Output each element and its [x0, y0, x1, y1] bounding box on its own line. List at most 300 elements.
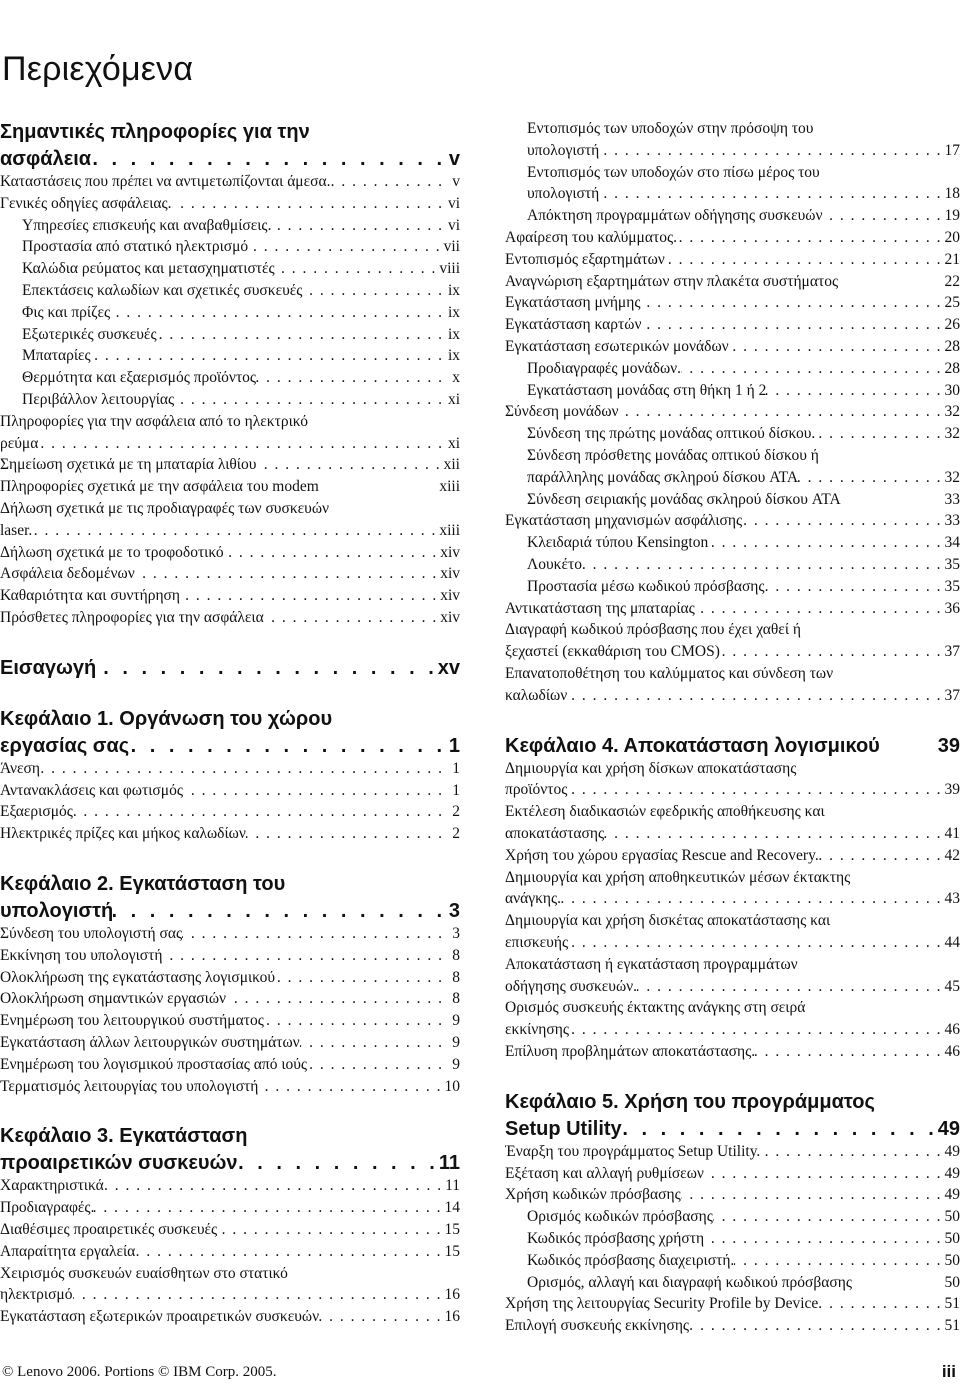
toc-entry-label: Ολοκλήρωση της εγκατάστασης λογισμικού: [0, 968, 276, 986]
toc-entry-label: Δήλωση σχετικά με τις προδιαγραφές των συσκευών: [0, 500, 330, 517]
toc-entry-label: Εκκίνηση του υπολογιστή: [0, 946, 163, 964]
toc-entry[interactable]: [527, 1228, 960, 1250]
toc-page-number: xiii: [439, 478, 460, 496]
toc-leader-dots: [135, 1241, 444, 1263]
toc-entry-label: Σύνδεση του υπολογιστή σας: [0, 925, 183, 942]
toc-entry-label: Αφαίρεση του καλύμματος.: [505, 229, 677, 246]
toc-leader-dots: [226, 988, 446, 1010]
toc-page-number: 11: [445, 1177, 460, 1195]
toc-page-number: xi: [447, 434, 460, 452]
toc-entry[interactable]: [505, 932, 960, 954]
toc-entry[interactable]: [0, 823, 460, 845]
toc-page-number: 34: [944, 534, 960, 552]
toc-entry[interactable]: [0, 607, 460, 629]
toc-leader-dots: [604, 823, 944, 845]
toc-page-number: 9: [452, 1034, 460, 1051]
toc-entry-label: αποκατάστασης: [505, 825, 605, 842]
toc-entry[interactable]: [0, 1306, 460, 1328]
toc-entry[interactable]: [527, 576, 960, 598]
toc-page-number: xv: [437, 656, 460, 679]
toc-entry-label: ηλεκτρισμό: [0, 1286, 73, 1304]
toc-leader-dots: [217, 1219, 444, 1241]
toc-entry[interactable]: [0, 780, 460, 802]
toc-leader-dots: [582, 554, 945, 576]
toc-entry-label: Αποκατάσταση ή εγκατάσταση προγραμμάτων: [505, 955, 798, 973]
toc-page-number: 22: [944, 272, 960, 290]
toc-entry[interactable]: [22, 389, 460, 411]
toc-leader-dots: [319, 1306, 444, 1328]
toc-entry[interactable]: [0, 945, 460, 967]
toc-page-number: 43: [944, 890, 960, 908]
toc-page-number: 49: [944, 1186, 960, 1204]
toc-page-number: 2: [452, 803, 460, 821]
toc-heading[interactable]: [0, 653, 460, 683]
toc-entry[interactable]: [527, 140, 960, 162]
toc-entry[interactable]: [527, 532, 960, 554]
toc-page-number: 51: [944, 1317, 960, 1335]
toc-page-number: 49: [944, 1142, 960, 1160]
toc-entry-label: Ολοκλήρωση σημαντικών εργασιών: [0, 990, 227, 1008]
toc-entry-label: Ορισμός, αλλαγή και διαγραφή κωδικού πρόσβασης: [527, 1273, 852, 1291]
toc-leader-dots: [32, 520, 439, 542]
toc-page-number: xiii: [439, 521, 460, 539]
toc-leader-dots: [174, 389, 446, 411]
toc-page-number: 1: [452, 781, 460, 799]
toc-page-number: 20: [944, 229, 960, 246]
toc-entry[interactable]: [527, 358, 960, 380]
toc-entry-label: προϊόντος: [505, 781, 568, 799]
toc-entry-label: Ορισμός συσκευής έκτακτης ανάγκης στη σειρά: [505, 999, 806, 1017]
toc-entry[interactable]: [505, 1019, 960, 1041]
toc-heading[interactable]: [0, 704, 460, 734]
toc-entry[interactable]: [0, 476, 460, 498]
toc-leader-dots: [330, 171, 446, 193]
toc-page-number: 15: [444, 1221, 460, 1238]
toc-heading[interactable]: [0, 869, 460, 899]
toc-page-number: 42: [944, 846, 960, 864]
toc-entry-label: ξεχαστεί (εκκαθάριση του CMOS): [505, 643, 720, 661]
toc-entry-label: Σύνδεση μονάδων: [505, 403, 619, 421]
toc-leader-dots: [256, 367, 446, 389]
toc-entry-label: Έναρξη του προγράμματος Setup Utility.: [505, 1142, 761, 1160]
toc-heading[interactable]: [0, 1121, 460, 1151]
toc-entry[interactable]: [505, 314, 960, 336]
toc-page-number: 8: [452, 968, 460, 986]
toc-entry[interactable]: [505, 292, 960, 314]
toc-entry[interactable]: [505, 1293, 960, 1315]
toc-entry[interactable]: [527, 1250, 960, 1272]
toc-entry[interactable]: [505, 801, 960, 823]
toc-entry-label: Σημείωση σχετικά με τη μπαταρία λιθίου: [0, 456, 257, 474]
toc-leader-dots: [599, 183, 944, 205]
toc-entry[interactable]: [527, 162, 960, 184]
toc-leader-dots: [713, 1206, 945, 1228]
toc-entry[interactable]: [22, 280, 460, 302]
toc-leader-dots: [256, 454, 443, 476]
toc-entry[interactable]: [527, 380, 960, 402]
toc-page-number: 32: [944, 425, 960, 443]
toc-entry-label: Πληροφορίες σχετικά με την ασφάλεια του modem: [0, 478, 319, 496]
toc-leader-dots: [94, 1197, 444, 1219]
toc-entry[interactable]: [527, 205, 960, 227]
toc-entry-label: Απόκτηση προγραμμάτων οδήγησης συσκευών: [527, 207, 823, 225]
toc-entry-label: Κεφάλαιο 5. Χρήση του προγράμματος: [505, 1090, 875, 1113]
toc-page-number: 10: [444, 1077, 460, 1095]
toc-page-number: xiv: [440, 565, 460, 583]
toc-page-number: 35: [944, 556, 960, 573]
toc-entry[interactable]: [22, 215, 460, 237]
toc-entry-label: επισκευής: [505, 934, 569, 951]
toc-heading[interactable]: [0, 731, 460, 761]
toc-page-number: ix: [447, 347, 460, 365]
toc-entry-label: Ηλεκτρικές πρίζες και μήκος καλωδίων: [0, 825, 246, 843]
toc-entry[interactable]: [505, 641, 960, 663]
toc-page-number: vii: [443, 238, 460, 256]
toc-leader-dots: [300, 1032, 446, 1054]
toc-leader-dots: [742, 510, 944, 532]
toc-entry-label: Περιβάλλον λειτουργίας: [22, 391, 175, 408]
toc-leader-dots: [704, 1163, 945, 1185]
toc-entry-label: ανάγκης.: [505, 890, 562, 908]
toc-leader-dots: [815, 423, 944, 445]
toc-leader-dots: [180, 585, 440, 607]
toc-entry-label: ασφάλεια: [0, 148, 92, 170]
toc-heading[interactable]: [505, 731, 960, 761]
toc-heading[interactable]: [0, 144, 460, 174]
toc-entry-label: εκκίνησης: [505, 1021, 570, 1039]
toc-entry-label: Εντοπισμός των υποδοχών στην πρόσοψη του: [527, 120, 814, 137]
toc-entry[interactable]: [505, 867, 960, 889]
toc-leader-dots: [113, 896, 446, 926]
toc-page-number: 45: [944, 977, 960, 995]
toc-entry[interactable]: [527, 489, 960, 511]
toc-entry-label: Εγκατάσταση εξωτερικών προαιρετικών συσκευών: [0, 1308, 320, 1326]
toc-page-number: 9: [452, 1012, 460, 1030]
toc-entry-label: Επίλυση προβλημάτων αποκατάστασης.: [505, 1043, 756, 1060]
toc-page-number: xiv: [440, 587, 460, 605]
toc-entry[interactable]: [527, 445, 960, 467]
toc-page-number: 50: [944, 1230, 960, 1247]
toc-entry-label: Σύνδεση της πρώτης μονάδας οπτικού δίσκου.: [527, 425, 816, 443]
toc-page-number: x: [452, 369, 460, 387]
toc-entry-label: Εγκατάσταση άλλων λειτουργικών συστημάτων: [0, 1034, 300, 1051]
toc-leader-dots: [246, 823, 446, 845]
toc-page-number: xii: [443, 456, 460, 474]
toc-entry-label: Εντοπισμός των υποδοχών στο πίσω μέρος του: [527, 163, 820, 181]
toc-entry-label: Εγκατάσταση μνήμης: [505, 294, 641, 312]
toc-heading[interactable]: [0, 896, 460, 926]
toc-entry[interactable]: [505, 845, 960, 867]
toc-page-number: 26: [944, 316, 960, 334]
toc-page-number: 11: [438, 1152, 460, 1175]
toc-entry[interactable]: [505, 685, 960, 707]
toc-entry[interactable]: [0, 1032, 460, 1054]
toc-entry-label: Γενικές οδηγίες ασφάλειας.: [0, 194, 172, 212]
toc-leader-dots: [162, 945, 446, 967]
toc-entry-label: Ενημέρωση του λειτουργικού συστήματος: [0, 1012, 264, 1030]
toc-entry-label: Αντικατάσταση της μπαταρίας: [505, 599, 695, 617]
toc-entry-label: Επιλογή συσκευής εκκίνησης.: [505, 1317, 693, 1335]
toc-leader-dots: [704, 1228, 944, 1250]
toc-entry-label: Εξωτερικές συσκευές: [22, 325, 157, 343]
toc-page-number: xiv: [440, 609, 460, 626]
toc-page-number: 16: [444, 1286, 460, 1304]
toc-page-number: 51: [944, 1295, 960, 1313]
toc-entry-label: Μπαταρίες: [22, 347, 91, 365]
toc-page-number: 19: [944, 207, 960, 225]
toc-entry-label: υπολογιστή: [0, 900, 114, 922]
toc-page-number: 3: [448, 900, 460, 922]
toc-heading[interactable]: [505, 1114, 960, 1144]
toc-entry-label: Δημιουργία και χρήση αποθηκευτικών μέσων έκτακτης: [505, 868, 851, 886]
toc-entry[interactable]: [22, 345, 460, 367]
toc-entry[interactable]: [0, 1219, 460, 1241]
toc-leader-dots: [172, 193, 446, 215]
toc-leader-dots: [823, 205, 945, 227]
toc-leader-dots: [302, 280, 446, 302]
toc-entry[interactable]: [0, 1284, 460, 1306]
toc-entry[interactable]: [22, 324, 460, 346]
toc-page-number: 28: [944, 359, 960, 377]
toc-entry[interactable]: [527, 118, 960, 140]
toc-leader-dots: [708, 532, 944, 554]
toc-leader-dots: [110, 302, 446, 324]
toc-entry-label: Αναγνώριση εξαρτημάτων στην πλακέτα συστήματος: [505, 272, 839, 290]
toc-leader-dots: [695, 598, 945, 620]
toc-entry-label: Θερμότητα και εξαερισμός προϊόντος: [22, 369, 257, 387]
toc-entry-label: Επανατοποθέτηση του καλύμματος και σύνδεση των: [505, 665, 834, 682]
toc-entry[interactable]: [22, 236, 460, 258]
toc-leader-dots: [182, 923, 446, 945]
toc-leader-dots: [729, 336, 945, 358]
toc-page-number: v: [448, 148, 460, 170]
toc-entry[interactable]: [0, 1241, 460, 1263]
page-title: Περιεχόμενα: [2, 50, 194, 88]
toc-entry[interactable]: [0, 1054, 460, 1076]
toc-entry[interactable]: [0, 193, 460, 215]
toc-entry-label: Χρήση της λειτουργίας Security Profile by Device.: [505, 1295, 823, 1313]
toc-page-number: 18: [944, 185, 960, 203]
toc-entry-label: Απαραίτητα εργαλεία: [0, 1242, 136, 1260]
toc-entry[interactable]: [505, 910, 960, 932]
toc-entry[interactable]: [505, 758, 960, 780]
toc-entry[interactable]: [0, 1076, 460, 1098]
toc-leader-dots: [755, 1041, 944, 1063]
toc-entry-label: laser.: [0, 521, 33, 539]
toc-entry-label: υπολογιστή: [527, 141, 600, 159]
toc-entry[interactable]: [505, 997, 960, 1019]
toc-entry-label: Κεφάλαιο 4. Αποκατάσταση λογισμικού: [505, 734, 880, 757]
toc-page-number: 32: [944, 403, 960, 421]
toc-entry[interactable]: [505, 823, 960, 845]
toc-entry[interactable]: [505, 249, 960, 271]
toc-entry-label: Άνεση: [0, 759, 41, 777]
toc-entry-label: Δημιουργία και χρήση δίσκων αποκατάστασης: [505, 759, 797, 777]
toc-leader-dots: [271, 215, 446, 237]
toc-entry[interactable]: [527, 423, 960, 445]
toc-leader-dots: [275, 258, 440, 280]
toc-entry[interactable]: [0, 758, 460, 780]
toc-page-number: xiv: [440, 543, 460, 561]
toc-leader-dots: [91, 144, 446, 174]
toc-entry-label: καλωδίων: [505, 686, 568, 704]
toc-leader-dots: [561, 888, 944, 910]
toc-entry[interactable]: [505, 976, 960, 998]
toc-entry-label: Χειρισμός συσκευών ευαίσθητων στο στατικό: [0, 1264, 288, 1282]
toc-entry[interactable]: [0, 563, 460, 585]
toc-entry[interactable]: [505, 1315, 960, 1337]
toc-leader-dots: [224, 542, 441, 564]
toc-entry[interactable]: [0, 1010, 460, 1032]
toc-leader-dots: [91, 345, 446, 367]
toc-entry-label: Κωδικός πρόσβασης διαχειριστή.: [527, 1251, 735, 1269]
toc-page-number: 3: [452, 925, 460, 942]
toc-entry-label: Διαθέσιμες προαιρετικές συσκευές: [0, 1221, 218, 1238]
toc-entry-label: Καταστάσεις που πρέπει να αντιμετωπίζονται άμεσα.: [0, 173, 331, 190]
toc-entry[interactable]: [527, 1206, 960, 1228]
toc-entry[interactable]: [505, 336, 960, 358]
toc-leader-dots: [264, 1010, 446, 1032]
toc-entry[interactable]: [505, 1141, 960, 1163]
footer-page-number: iii: [941, 1362, 956, 1381]
toc-entry-label: Προστασία από στατικό ηλεκτρισμό: [22, 238, 249, 256]
toc-heading[interactable]: [0, 1148, 460, 1178]
toc-leader-dots: [822, 1293, 944, 1315]
toc-entry[interactable]: [505, 1041, 960, 1063]
toc-entry-label: Εγκατάσταση καρτών: [505, 316, 642, 334]
toc-entry-label: Ορισμός κωδικών πρόσβασης: [527, 1208, 713, 1226]
toc-entry[interactable]: [0, 801, 460, 823]
toc-leader-dots: [77, 801, 446, 823]
toc-entry[interactable]: [505, 598, 960, 620]
toc-leader-dots: [237, 1148, 438, 1178]
toc-entry-label: Εντοπισμός εξαρτημάτων: [505, 250, 665, 268]
toc-entry-label: Εγκατάσταση μονάδας στη θήκη 1 ή 2: [527, 381, 767, 399]
toc-entry-label: Κωδικός πρόσβασης χρήστη: [527, 1230, 705, 1247]
toc-entry[interactable]: [22, 302, 460, 324]
toc-entry-label: Τερματισμός λειτουργίας του υπολογιστή: [0, 1077, 259, 1095]
toc-leader-dots: [275, 967, 446, 989]
toc-page-number: 49: [937, 1117, 960, 1140]
toc-entry[interactable]: [505, 954, 960, 976]
toc-entry-label: Ασφάλεια δεδομένων: [0, 565, 135, 583]
toc-entry[interactable]: [527, 1272, 960, 1294]
toc-entry[interactable]: [22, 367, 460, 389]
toc-leader-dots: [665, 249, 945, 271]
toc-entry[interactable]: [22, 258, 460, 280]
toc-leader-dots: [38, 433, 446, 455]
toc-leader-dots: [599, 140, 944, 162]
footer-copyright: © Lenovo 2006. Portions © IBM Corp. 2005.: [2, 1364, 277, 1380]
toc-page-number: 8: [452, 990, 460, 1008]
toc-entry[interactable]: [0, 988, 460, 1010]
toc-entry[interactable]: [505, 619, 960, 641]
toc-entry[interactable]: [0, 1197, 460, 1219]
toc-entry[interactable]: [0, 454, 460, 476]
toc-entry[interactable]: [505, 1184, 960, 1206]
toc-entry[interactable]: [505, 1163, 960, 1185]
toc-entry[interactable]: [0, 1263, 460, 1285]
toc-entry[interactable]: [0, 542, 460, 564]
toc-entry[interactable]: [0, 498, 460, 520]
toc-leader-dots: [734, 1250, 944, 1272]
toc-entry[interactable]: [505, 510, 960, 532]
toc-page-number: 50: [944, 1208, 960, 1226]
toc-leader-dots: [567, 685, 944, 707]
toc-page-number: 16: [444, 1308, 460, 1326]
toc-entry[interactable]: [505, 779, 960, 801]
toc-page-number: vi: [447, 194, 460, 212]
toc-entry[interactable]: [0, 1175, 460, 1197]
toc-page-number: 33: [944, 490, 960, 508]
toc-leader-dots: [720, 641, 945, 663]
toc-leader-dots: [622, 1114, 938, 1144]
toc-entry-label: εργασίας σας: [0, 734, 130, 757]
toc-page-number: 1: [448, 734, 460, 757]
toc-page-number: v: [452, 173, 460, 190]
toc-leader-dots: [96, 653, 438, 683]
toc-heading[interactable]: [505, 1087, 960, 1117]
toc-entry[interactable]: [505, 888, 960, 910]
toc-leader-dots: [264, 607, 440, 629]
toc-entry[interactable]: [0, 171, 460, 193]
toc-entry[interactable]: [505, 227, 960, 249]
toc-entry-label: Εξέταση και αλλαγή ρυθμίσεων: [505, 1164, 704, 1182]
toc-entry[interactable]: [0, 411, 460, 433]
toc-entry-label: Δήλωση σχετικά με το τροφοδοτικό: [0, 543, 224, 561]
toc-leader-dots: [183, 780, 446, 802]
toc-entry[interactable]: [505, 663, 960, 685]
toc-entry-label: Κεφάλαιο 3. Εγκατάσταση: [0, 1125, 248, 1148]
toc-entry-label: Κεφάλαιο 2. Εγκατάσταση του: [0, 873, 286, 895]
toc-entry[interactable]: [527, 183, 960, 205]
toc-entry[interactable]: [0, 923, 460, 945]
toc-entry-label: Καθαριότητα και συντήρηση: [0, 587, 181, 605]
toc-entry[interactable]: [505, 401, 960, 423]
toc-page-number: 37: [944, 686, 960, 704]
toc-entry[interactable]: [0, 967, 460, 989]
toc-heading[interactable]: [0, 117, 460, 147]
toc-entry-label: προαιρετικών συσκευών: [0, 1152, 238, 1175]
toc-entry-label: Ενημέρωση του λογισμικού προστασίας από ιούς: [0, 1055, 308, 1073]
toc-page-number: 44: [944, 934, 960, 951]
toc-page-number: xi: [447, 391, 460, 408]
toc-leader-dots: [129, 731, 446, 761]
toc-entry[interactable]: [0, 433, 460, 455]
toc-entry[interactable]: [527, 467, 960, 489]
toc-leader-dots: [569, 1019, 944, 1041]
toc-leader-dots: [641, 314, 944, 336]
toc-page-number: 39: [944, 781, 960, 799]
toc-page-number: 21: [944, 250, 960, 268]
toc-page-number: 50: [944, 1251, 960, 1269]
toc-entry[interactable]: [0, 585, 460, 607]
toc-page-number: 50: [944, 1273, 960, 1291]
toc-entry-label: Φις και πρίζες: [22, 303, 111, 321]
toc-page-number: 36: [944, 599, 960, 617]
toc-entry[interactable]: [0, 520, 460, 542]
toc-page-number: 30: [944, 381, 960, 399]
toc-entry-label: Καλώδια ρεύματος και μετασχηματιστές: [22, 260, 275, 278]
toc-entry[interactable]: [527, 554, 960, 576]
toc-leader-dots: [765, 576, 945, 598]
toc-leader-dots: [157, 324, 446, 346]
toc-entry[interactable]: [505, 271, 960, 293]
toc-page-number: 2: [452, 825, 460, 843]
toc-page-number: viii: [439, 260, 460, 278]
toc-leader-dots: [637, 976, 944, 998]
toc-entry-label: Σύνδεση πρόσθετης μονάδας οπτικού δίσκου ή: [527, 447, 819, 464]
